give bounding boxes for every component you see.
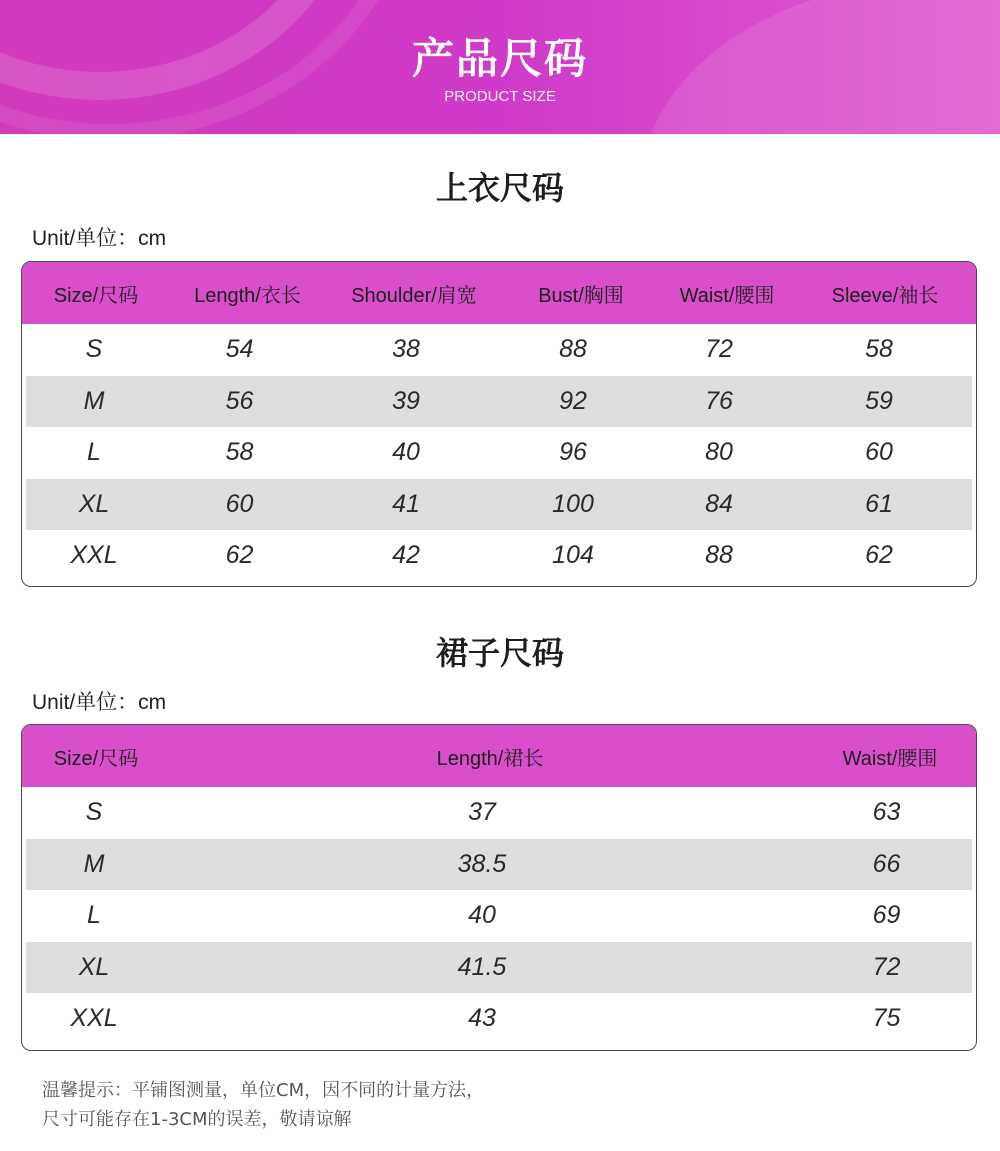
size-cell: S [85, 798, 103, 827]
column-header-bust: Bust/胸围 [538, 284, 624, 307]
column-header-size: Size/尺码 [53, 284, 139, 307]
column-header-shoulder: Shoulder/肩宽 [351, 284, 477, 307]
measurement-cell: 80 [705, 438, 733, 467]
measurement-cell: 60 [865, 438, 893, 467]
top-unit-label: Unit/单位：cm [32, 227, 167, 250]
column-header-waist: Waist/腰围 [679, 284, 775, 307]
measurement-cell: 42 [392, 541, 420, 570]
banner-subtitle: PRODUCT SIZE [444, 88, 556, 105]
measurement-cell: 58 [225, 438, 254, 467]
measurement-cell: 38.5 [457, 849, 507, 878]
measurement-cell: 58 [865, 335, 893, 364]
table-row [26, 993, 972, 1045]
measurement-cell: 75 [872, 1004, 901, 1033]
table-header-row [22, 262, 976, 324]
top-size-title: 上衣尺码 [435, 169, 564, 207]
measurement-cell: 66 [872, 849, 901, 878]
measurement-cell: 59 [865, 386, 893, 415]
column-header-length: Length/裙长 [436, 747, 544, 770]
size-cell: XXL [70, 541, 118, 570]
top-size-table [21, 261, 977, 587]
size-cell: XL [78, 489, 110, 518]
measurement-cell: 69 [872, 901, 901, 930]
skirt-size-title: 裙子尺码 [435, 634, 564, 672]
measurement-cell: 62 [225, 541, 254, 570]
measurement-cell: 40 [392, 438, 420, 467]
table-row [26, 479, 972, 531]
table-row [26, 530, 972, 582]
size-cell: L [87, 901, 101, 930]
measurement-cell: 96 [559, 438, 587, 467]
measurement-cell: 84 [705, 489, 733, 518]
measurement-cell: 41 [392, 489, 420, 518]
measurement-cell: 60 [225, 489, 254, 518]
measurement-cell: 104 [552, 541, 594, 570]
column-header-waist: Waist/腰围 [842, 747, 938, 770]
measurement-cell: 61 [865, 489, 893, 518]
skirt-unit-label: Unit/单位：cm [32, 691, 167, 714]
measurement-cell: 56 [225, 386, 254, 415]
table-row [26, 376, 972, 428]
measurement-cell: 63 [872, 798, 901, 827]
measurement-cell: 40 [468, 901, 496, 930]
note-line: 尺寸可能存在1-3CM的误差，敬请谅解 [42, 1109, 352, 1130]
size-cell: S [85, 335, 103, 364]
measurement-cell: 39 [392, 386, 420, 415]
measurement-cell: 76 [705, 386, 733, 415]
measurement-cell: 37 [468, 798, 496, 827]
measurement-cell: 72 [872, 952, 901, 981]
size-cell: XL [78, 952, 110, 981]
measurement-cell: 41.5 [457, 952, 507, 981]
column-header-size: Size/尺码 [53, 747, 139, 770]
measurement-cell: 54 [225, 335, 254, 364]
measurement-cell: 88 [559, 335, 587, 364]
table-row [26, 787, 972, 839]
measurement-cell: 88 [705, 541, 733, 570]
column-header-length: Length/衣长 [194, 284, 301, 307]
measurement-cell: 72 [705, 335, 733, 364]
skirt-size-table [21, 724, 977, 1051]
measurement-cell: 38 [392, 335, 420, 364]
column-header-sleeve: Sleeve/袖长 [831, 284, 939, 307]
measurement-cell: 92 [559, 386, 587, 415]
table-row [26, 890, 972, 942]
table-row [26, 942, 972, 994]
size-cell: M [83, 849, 105, 878]
table-row [26, 427, 972, 479]
measurement-cell: 100 [552, 489, 594, 518]
header-banner [0, 0, 1000, 134]
banner-title: 产品尺码 [411, 34, 588, 83]
table-row [26, 839, 972, 891]
measurement-cell: 62 [865, 541, 893, 570]
size-cell: XXL [70, 1004, 118, 1033]
table-row [26, 324, 972, 376]
table-header-row [22, 725, 976, 787]
size-cell: M [83, 386, 105, 415]
size-cell: L [87, 438, 101, 467]
note-line: 温馨提示：平铺图测量，单位CM，因不同的计量方法， [42, 1080, 485, 1101]
measurement-note [42, 1076, 484, 1134]
measurement-cell: 43 [468, 1004, 496, 1033]
